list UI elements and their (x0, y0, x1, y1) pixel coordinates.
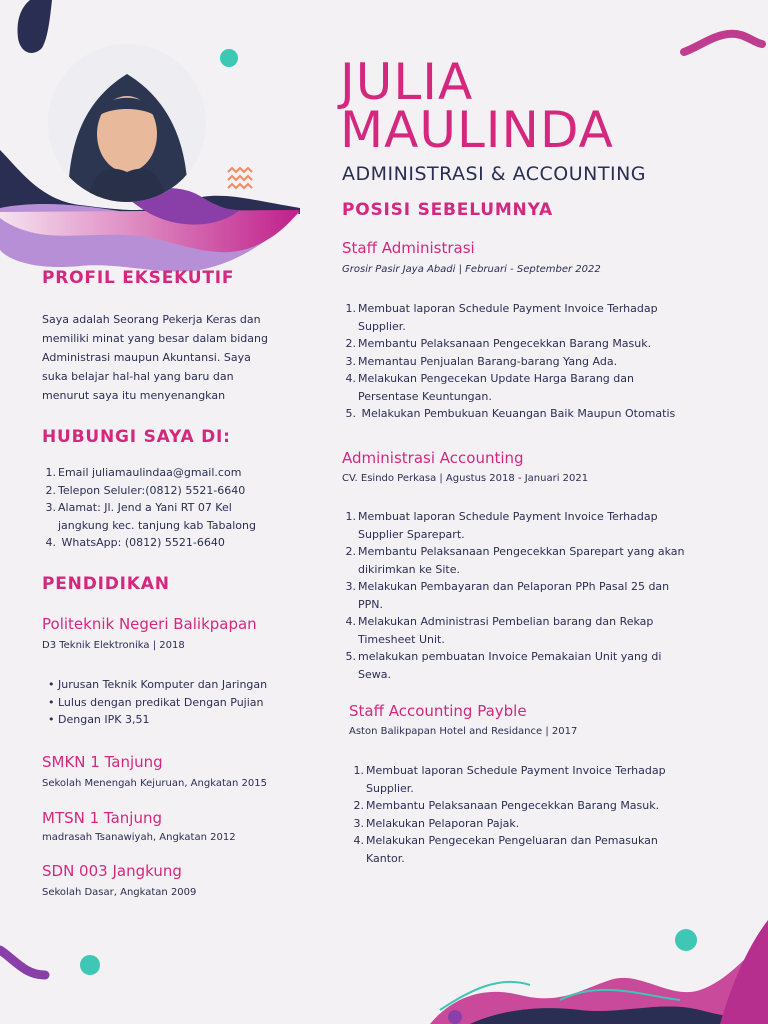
job-1-meta: Grosir Pasir Jaya Abadi | Februari - September 2022 (342, 264, 601, 275)
list-item: 2. Membantu Pelaksanaan Pengecekkan Barang Masuk. (345, 337, 652, 350)
contact-whatsapp: 4. WhatsApp: (0812) 5521-6640 (45, 536, 225, 549)
job-3-list (350, 762, 750, 867)
list-item: 1. Membuat laporan Schedule Payment Invoice Terhadap Supplier Sparepart. (345, 510, 658, 541)
list-item: • Jurusan Teknik Komputer dan Jaringan (48, 678, 268, 691)
edu-smkn-name: SMKN 1 Tanjung (42, 753, 163, 771)
job-1-list (342, 300, 742, 423)
list-item: 2. Membantu Pelaksanaan Pengecekkan Barang Masuk. (353, 799, 660, 812)
contact-phone: 2. Telepon Seluler:(0812) 5521-6640 (45, 483, 246, 497)
profile-text (42, 310, 268, 405)
list-item: 5. Melakukan Pembukuan Keuangan Baik Maupun Otomatis (345, 407, 676, 420)
job-3-meta: Aston Balikpapan Hotel and Residance | 2017 (349, 726, 578, 737)
profile-line: menurut saya itu menyenangkan (42, 389, 226, 402)
list-item: 3. Melakukan Pembayaran dan Pelaporan PPh Pasal 25 dan PPN. (345, 580, 670, 611)
role-title: ADMINISTRASI & ACCOUNTING (342, 163, 647, 185)
job-3-title: Staff Accounting Payble (349, 702, 527, 720)
list-item: 2. Membantu Pelaksanaan Pengecekkan Sparepart yang akan dikirimkan ke Site. (345, 545, 685, 576)
edu-sdn-sub: Sekolah Dasar, Angkatan 2009 (42, 887, 197, 898)
list-item: 3. Memantau Penjualan Barang-barang Yang Ada. (345, 354, 618, 368)
edu-poltek-bullets (48, 676, 267, 729)
edu-sdn-name: SDN 003 Jangkung (42, 862, 182, 880)
contact-email: 1. Email juliamaulindaa@gmail.com (45, 466, 242, 479)
education-title: PENDIDIKAN (42, 574, 170, 594)
profile-line: Saya adalah Seorang Pekerja Keras dan (42, 313, 261, 326)
profile-title: PROFIL EKSEKUTIF (42, 268, 235, 288)
edu-poltek-name: Politeknik Negeri Balikpapan (42, 615, 257, 633)
job-1-title: Staff Administrasi (342, 239, 475, 257)
profile-line: suka belajar hal-hal yang baru dan (42, 370, 234, 383)
profile-photo (48, 44, 206, 202)
avatar-icon (48, 44, 206, 202)
job-2-list (342, 508, 752, 683)
list-item: 5. melakukan pembuatan Invoice Pemakaian Unit yang di Sewa. (345, 650, 662, 681)
edu-mtsn-name: MTSN 1 Tanjung (42, 809, 163, 827)
list-item: • Lulus dengan predikat Dengan Pujian (48, 695, 264, 709)
list-item: 4. Melakukan Pengecekan Pengeluaran dan Pemasukan Kantor. (353, 834, 658, 865)
profile-line: memiliki minat yang besar dalam bidang (42, 332, 268, 345)
contact-list (42, 464, 256, 552)
first-name: JULIA (340, 53, 474, 111)
list-item: • Dengan IPK 3,51 (48, 713, 150, 726)
list-item: 4. Melakukan Pengecekan Update Harga Barang dan Persentase Keuntungan. (345, 372, 634, 403)
edu-poltek-sub: D3 Teknik Elektronika | 2018 (42, 640, 185, 651)
list-item: 3. Melakukan Pelaporan Pajak. (353, 816, 520, 830)
job-2-meta: CV. Esindo Perkasa | Agustus 2018 - Januari 2021 (342, 473, 589, 484)
list-item: 1. Membuat laporan Schedule Payment Invoice Terhadap Supplier. (345, 302, 658, 333)
contact-address: 3. Alamat: Jl. Jend a Yani RT 07 Kel jangkung kec. tanjung kab Tabalong (45, 501, 256, 532)
edu-mtsn-sub: madrasah Tsanawiyah, Angkatan 2012 (42, 832, 236, 843)
list-item: 4. Melakukan Administrasi Pembelian barang dan Rekap Timesheet Unit. (345, 615, 654, 646)
job-2-title: Administrasi Accounting (342, 449, 524, 467)
name-heading (340, 53, 614, 159)
experience-title: POSISI SEBELUMNYA (342, 200, 554, 220)
profile-line: Administrasi maupun Akuntansi. Saya (42, 351, 251, 364)
edu-smkn-sub: Sekolah Menengah Kejuruan, Angkatan 2015 (42, 778, 267, 789)
last-name: MAULINDA (340, 101, 614, 159)
contact-title: HUBUNGI SAYA DI: (42, 427, 231, 447)
list-item: 1. Membuat laporan Schedule Payment Invoice Terhadap Supplier. (353, 764, 666, 795)
